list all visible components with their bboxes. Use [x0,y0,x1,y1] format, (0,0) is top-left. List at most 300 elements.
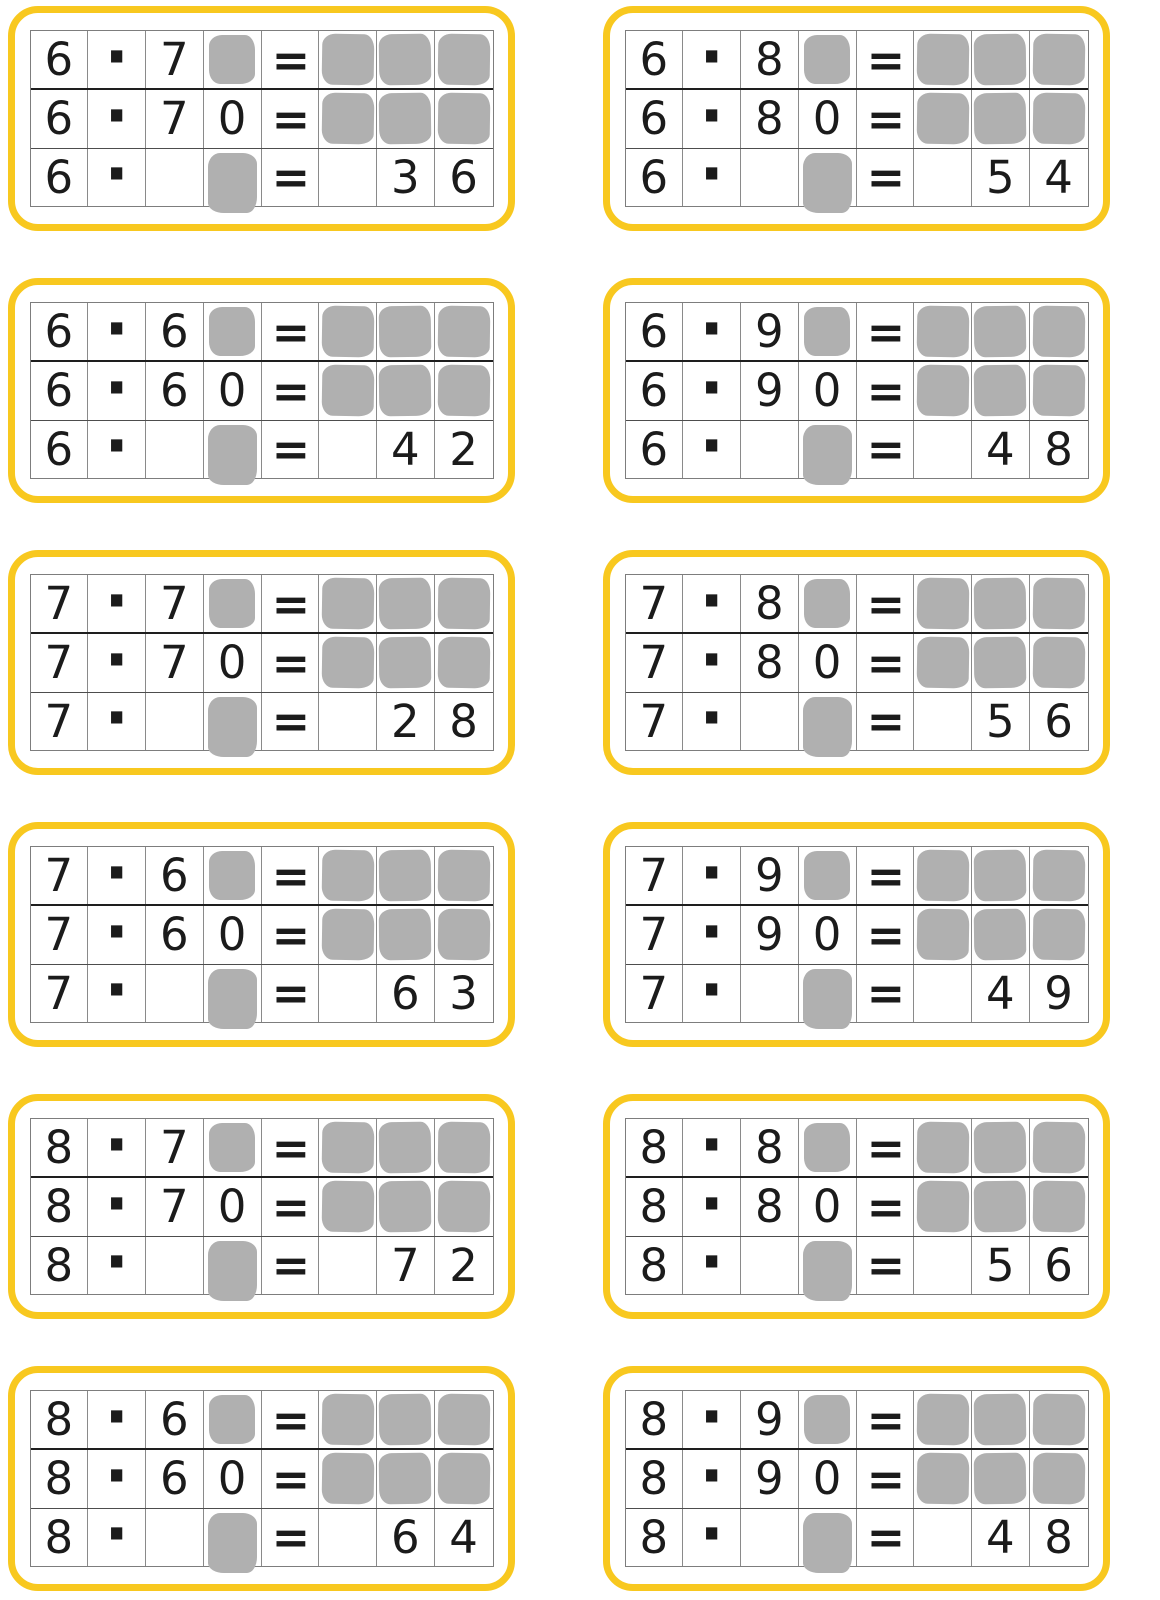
cover-box [379,850,432,902]
cover-box [209,35,255,84]
cover-box [804,35,850,84]
covered-cell [914,90,972,147]
digit-cell: 6 [1044,1238,1073,1292]
covered-cell [1030,1391,1088,1448]
digit-cell: 8 [31,1391,89,1448]
covered-cell [799,1119,857,1176]
digit-cell: 6 [146,847,204,904]
equals-sign: = [271,1179,309,1234]
digit-cell: 6 [449,150,478,204]
cover-box [209,1395,255,1444]
multiply-dot-cell: · [88,634,146,691]
table-row [31,1108,493,1183]
multiply-dot-cell: · [683,1237,741,1294]
covered-cell [204,1391,262,1448]
cover-box [974,1394,1027,1446]
covered-cell [972,90,1030,147]
cover-box [804,1123,850,1172]
digit-cell: 6 [377,965,435,1022]
cover-box [916,34,969,86]
multiply-dot-cell: · [683,362,741,419]
covered-cell [204,847,262,904]
multiply-dot-cell: · [683,1119,741,1176]
equals-sign: = [271,1451,309,1506]
table-row [31,1498,493,1573]
equals-cell [262,847,320,904]
cover-box [379,34,432,86]
cover-box [803,153,852,213]
digit-cell: 8 [1044,1510,1073,1564]
equals-cell [857,90,915,147]
equals-sign: = [271,304,309,359]
digit-cell: 9 [741,362,799,419]
cover-box [437,365,490,417]
digit-cell: 6 [31,362,89,419]
digit-cell: 0 [799,906,857,963]
mult-table [30,20,494,213]
covered-cell [1030,1178,1088,1235]
empty-cell [914,421,972,478]
table-row [626,836,1088,911]
multiply-dot-cell: · [683,303,741,360]
cover-box [803,1241,852,1301]
empty-cell [741,693,799,750]
covered-cell [204,693,262,750]
cover-box [208,697,257,757]
equals-sign: = [866,1120,904,1175]
equals-sign: = [866,907,904,962]
equals-sign: = [866,694,904,749]
equals-sign: = [271,150,309,205]
covered-cell [799,149,857,206]
table-row [626,351,1088,426]
digit-cell: 8 [31,1237,89,1294]
empty-cell [741,1509,799,1566]
cover-box [916,637,969,689]
cover-box [321,34,374,86]
digit-cell: 7 [146,1119,204,1176]
equals-sign: = [271,1392,309,1447]
cover-box [1032,909,1085,961]
table-row [31,410,493,485]
covered-cell [377,906,435,963]
digit-cell: 7 [31,847,89,904]
table-row [31,954,493,1029]
cover-box [974,850,1027,902]
equals-cell [262,965,320,1022]
empty-cell [319,421,377,478]
equals-cell [857,693,915,750]
digit-cell: 6 [626,149,684,206]
covered-cell [799,847,857,904]
cover-box [321,365,374,417]
covered-cell [914,362,972,419]
mult-table [30,1108,494,1301]
covered-cell [435,847,493,904]
equals-sign: = [866,1392,904,1447]
equals-sign: = [866,1179,904,1234]
table-row [626,20,1088,95]
digit-cell: 8 [626,1119,684,1176]
digit-cell: 7 [626,965,684,1022]
digit-cell: 7 [146,1178,204,1235]
empty-cell [146,149,204,206]
cover-box [209,1123,255,1172]
digit-cell: 6 [31,149,89,206]
digit-cell: 6 [146,303,204,360]
multiply-dot-cell: · [88,31,146,88]
digit-cell: 5 [972,693,1030,750]
covered-cell [319,362,377,419]
empty-cell [146,421,204,478]
mult-card-7x6 [8,822,515,1047]
digit-cell: 0 [799,362,857,419]
covered-cell [972,31,1030,88]
empty-cell [914,693,972,750]
covered-cell [204,303,262,360]
digit-cell: 6 [626,303,684,360]
equals-cell [857,634,915,691]
digit-cell: 6 [146,1391,204,1448]
covered-cell [435,90,493,147]
multiply-dot-cell: · [88,847,146,904]
digit-cell: 7 [31,906,89,963]
digit-cell: 7 [31,634,89,691]
covered-cell [914,1450,972,1507]
equals-cell [857,906,915,963]
cover-box [974,34,1027,86]
cover-box [1032,306,1085,358]
table-row [31,682,493,757]
cover-box [437,1394,490,1446]
mult-table [30,1380,494,1573]
covered-cell [1030,303,1088,360]
equals-cell [857,149,915,206]
equals-cell [857,303,915,360]
covered-cell [914,634,972,691]
digit-cell: 7 [626,693,684,750]
digit-cell: 9 [1044,966,1073,1020]
equals-cell [857,1450,915,1507]
digit-cell: 7 [626,847,684,904]
covered-cell [377,575,435,632]
empty-cell [914,1237,972,1294]
digit-cell: 9 [741,906,799,963]
digit-cell: 8 [31,1178,89,1235]
mult-card-6x9 [603,278,1110,503]
cover-box [1032,578,1085,630]
cover-box [1032,1453,1085,1505]
covered-cell [799,693,857,750]
mult-card-7x8 [603,550,1110,775]
covered-cell [319,1119,377,1176]
cover-box [379,909,432,961]
covered-cell [319,575,377,632]
covered-cell [435,31,493,88]
digit-cell: 9 [741,1450,799,1507]
digit-cell: 0 [799,634,857,691]
equals-cell [262,1237,320,1294]
digit-cell: 0 [799,1450,857,1507]
covered-cell [377,1391,435,1448]
covered-cell [435,634,493,691]
equals-sign: = [866,32,904,87]
covered-cell [204,149,262,206]
mult-card-6x7 [8,6,515,231]
covered-cell [377,362,435,419]
covered-cell [799,1509,857,1566]
equals-sign: = [866,635,904,690]
digit-cell: 8 [449,694,478,748]
equals-cell [262,1391,320,1448]
equals-sign: = [271,1120,309,1175]
cover-box [208,969,257,1029]
multiply-dot-cell: · [88,1237,146,1294]
cover-box [804,579,850,628]
table-row [626,623,1088,698]
cover-box [974,578,1027,630]
empty-cell [741,965,799,1022]
cover-box [321,306,374,358]
table-row [31,20,493,95]
table-row [626,954,1088,1029]
cover-box [209,851,255,900]
digit-cell: 6 [146,906,204,963]
cover-box [379,1181,432,1233]
digit-cell: 7 [146,575,204,632]
digit-cell: 0 [204,362,262,419]
covered-cell [1030,1450,1088,1507]
digit-cell: 6 [626,31,684,88]
equals-cell [857,362,915,419]
covered-cell [972,575,1030,632]
multiply-dot-cell: · [683,634,741,691]
digit-cell: 7 [146,634,204,691]
equals-sign: = [271,635,309,690]
equals-sign: = [866,304,904,359]
table-row [626,292,1088,367]
covered-cell [972,1119,1030,1176]
multiply-dot-cell: · [683,1509,741,1566]
mult-card-6x8 [603,6,1110,231]
cover-box [379,1453,432,1505]
multiply-dot-cell: · [88,303,146,360]
multiply-dot-cell: · [88,965,146,1022]
empty-cell [146,1237,204,1294]
equals-cell [262,421,320,478]
cover-box [379,306,432,358]
covered-cell [1030,31,1088,88]
equals-cell [262,90,320,147]
digit-cell: 0 [204,1450,262,1507]
cover-box [803,425,852,485]
covered-cell [914,847,972,904]
equals-sign: = [271,966,309,1021]
cover-box [974,1181,1027,1233]
covered-cell [319,634,377,691]
cover-box [208,153,257,213]
covered-cell [377,847,435,904]
covered-cell [914,575,972,632]
covered-cell [914,1178,972,1235]
cover-box [321,1394,374,1446]
cover-box [321,1453,374,1505]
cover-box [379,93,432,145]
covered-cell [377,1450,435,1507]
equals-cell [262,1178,320,1235]
empty-cell [146,965,204,1022]
cover-box [1032,34,1085,86]
covered-cell [435,1119,493,1176]
cover-box [916,1453,969,1505]
covered-cell [1030,575,1088,632]
cover-box [208,425,257,485]
equals-cell [857,1237,915,1294]
digit-cell: 4 [377,421,435,478]
equals-cell [857,1119,915,1176]
covered-cell [972,847,1030,904]
cover-box [1032,1394,1085,1446]
covered-cell [914,31,972,88]
multiply-dot-cell: · [683,149,741,206]
equals-cell [857,31,915,88]
table-row [626,1439,1088,1514]
table-row [31,1439,493,1514]
equals-sign: = [866,422,904,477]
cover-box [1032,93,1085,145]
cover-box [379,365,432,417]
cover-box [321,578,374,630]
covered-cell [1030,362,1088,419]
equals-sign: = [271,907,309,962]
covered-cell [204,1119,262,1176]
cover-box [803,1513,852,1573]
covered-cell [435,575,493,632]
cover-box [1032,637,1085,689]
empty-cell [146,1509,204,1566]
digit-cell: 6 [626,90,684,147]
covered-cell [435,362,493,419]
cover-box [379,1394,432,1446]
cover-box [321,909,374,961]
cover-box [437,1453,490,1505]
cover-box [321,1122,374,1174]
equals-cell [262,906,320,963]
multiply-dot-cell: · [88,906,146,963]
table-row [31,836,493,911]
cover-box [379,637,432,689]
covered-cell [204,421,262,478]
mult-table [625,836,1089,1029]
multiply-dot-cell: · [88,1450,146,1507]
empty-cell [741,1237,799,1294]
cover-box [974,637,1027,689]
table-row [31,1226,493,1301]
digit-cell: 6 [31,421,89,478]
mult-table [625,1380,1089,1573]
multiply-dot-cell: · [683,1178,741,1235]
empty-cell [914,1509,972,1566]
covered-cell [204,1237,262,1294]
cover-box [974,93,1027,145]
equals-sign: = [271,1238,309,1293]
cover-box [916,1181,969,1233]
digit-cell: 8 [31,1450,89,1507]
multiply-dot-cell: · [88,1178,146,1235]
covered-cell [377,1119,435,1176]
digit-cell: 3 [377,149,435,206]
covered-cell [377,303,435,360]
cover-box [974,1122,1027,1174]
empty-cell [741,149,799,206]
table-row [31,79,493,154]
equals-sign: = [271,1510,309,1565]
table-row [626,1108,1088,1183]
multiply-dot-cell: · [683,1450,741,1507]
cover-box [321,1181,374,1233]
empty-cell [146,693,204,750]
covered-cell [799,575,857,632]
digit-cell: 6 [146,1450,204,1507]
table-row [31,351,493,426]
mult-table [30,292,494,485]
cover-box [437,1122,490,1174]
digit-cell: 0 [799,90,857,147]
covered-cell [319,1450,377,1507]
digit-cell: 8 [31,1119,89,1176]
cover-box [804,851,850,900]
equals-cell [262,575,320,632]
digit-cell: 6 [377,1509,435,1566]
table-row [31,564,493,639]
equals-cell [262,1119,320,1176]
digit-cell: 8 [741,31,799,88]
table-row [626,1380,1088,1455]
digit-cell: 7 [626,634,684,691]
empty-cell [319,965,377,1022]
equals-cell [262,303,320,360]
mult-table [625,1108,1089,1301]
equals-cell [262,362,320,419]
mult-card-8x6 [8,1366,515,1591]
cover-box [916,93,969,145]
multiply-dot-cell: · [88,1119,146,1176]
covered-cell [435,1450,493,1507]
mult-card-8x8 [603,1094,1110,1319]
digit-cell: 7 [626,906,684,963]
mult-table [30,564,494,757]
empty-cell [741,421,799,478]
digit-cell: 7 [146,31,204,88]
multiply-dot-cell: · [88,575,146,632]
digit-cell: 4 [972,965,1030,1022]
digit-cell: 9 [741,1391,799,1448]
digit-cell: 6 [626,362,684,419]
digit-cell: 8 [626,1450,684,1507]
cover-box [804,307,850,356]
digit-cell: 2 [377,693,435,750]
covered-cell [799,1237,857,1294]
covered-cell [1030,847,1088,904]
multiply-dot-cell: · [683,90,741,147]
covered-cell [319,847,377,904]
digit-cell: 0 [799,1178,857,1235]
covered-cell [435,303,493,360]
digit-cell: 6 [31,90,89,147]
digit-cell: 7 [626,575,684,632]
table-row [626,895,1088,970]
covered-cell [914,906,972,963]
